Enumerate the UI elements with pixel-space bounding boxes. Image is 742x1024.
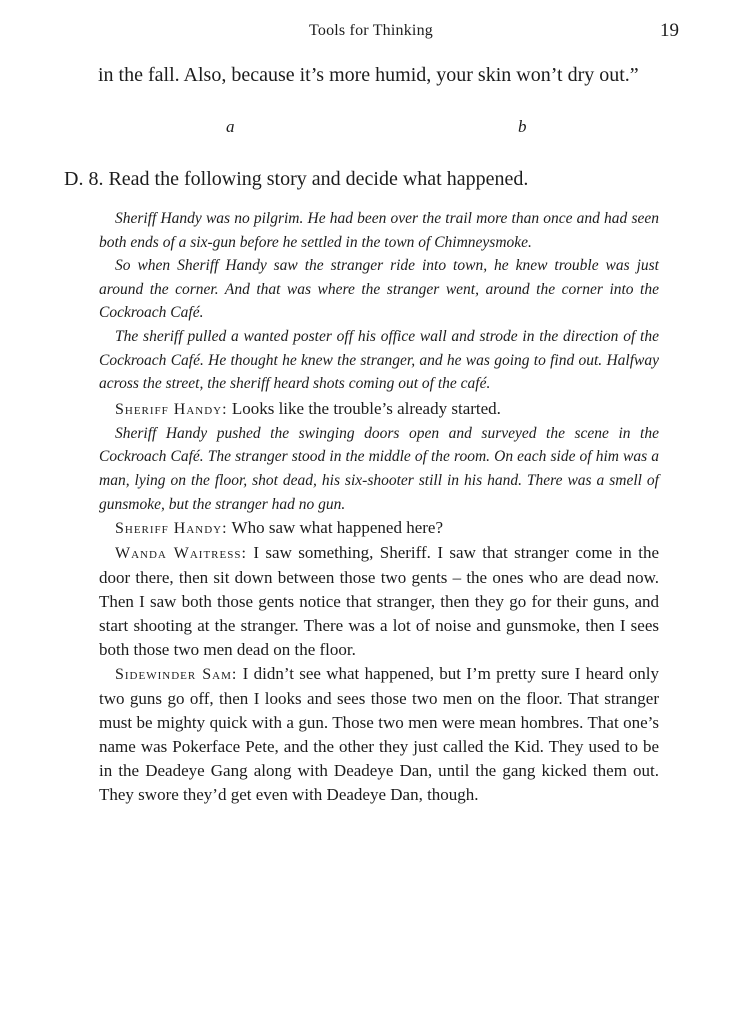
speaker-name: Sheriff Handy: xyxy=(115,400,228,418)
narrative-paragraph-2: So when Sheriff Handy saw the stranger ride into town, he knew trouble was just around the corner. And that was where the stranger went, around the corner into the Cockroach Café. xyxy=(99,257,659,322)
choice-label-b: b xyxy=(518,117,527,136)
story-block xyxy=(99,207,659,807)
speaker-name: Wanda Waitress: xyxy=(115,545,247,563)
dialogue-text: I didn’t see what happened, but I’m pretty sure I heard only two guns go off, then I looks and sees those two men on the floor. That stranger must be mighty quick with a gun. Those two men were mean hombres. That one’s name was Pokerface Pete, and the other they just called the Kid. They used to be in the Deadeye Gang along with Deadeye Dan, until the gang kicked them out. They swore they’d get even with Deadeye Dan, though. xyxy=(99,664,659,805)
speaker-name: Sheriff Handy: xyxy=(115,520,228,538)
dialogue-text: I saw something, Sheriff. I saw that stranger come in the door there, then sit down between those two gents – the ones who are dead now. Then I saw both those gents notice that stranger, then they go for their guns, and start shooting at the stranger. There was a lot of noise and gunsmoke, then I sees both those two men dead on the floor. xyxy=(99,543,659,660)
speaker-name: Sidewinder Sam: xyxy=(115,666,238,684)
choice-label-a: a xyxy=(226,117,235,136)
question-label: D. 8. xyxy=(64,168,104,190)
dialogue-line-3 xyxy=(99,541,659,662)
dialogue-line-2 xyxy=(99,516,659,541)
continued-text: in the fall. Also, because it’s more humid, your skin won’t dry out.” xyxy=(98,64,639,86)
dialogue-line-4 xyxy=(99,662,659,807)
narrative-paragraph-4: Sheriff Handy pushed the swinging doors open and surveyed the scene in the Cockroach Café. The stranger stood in the middle of the room. On each side of him was a man, lying on the floor, shot dead, his six-shooter still in his hand. There was a smell of gunsmoke, but the stranger had no gun. xyxy=(99,424,659,513)
narrative-paragraph-1: Sheriff Handy was no pilgrim. He had been over the trail more than once and had seen both ends of a six-gun before he settled in the town of Chimneysmoke. xyxy=(99,210,659,251)
running-head-title: Tools for Thinking xyxy=(309,22,433,39)
dialogue-text: Looks like the trouble’s already started. xyxy=(231,398,501,418)
dialogue-text: Who saw what happened here? xyxy=(231,518,443,538)
question-heading xyxy=(64,168,528,191)
page-number: 19 xyxy=(660,20,679,41)
narrative-paragraph-3: The sheriff pulled a wanted poster off his office wall and strode in the direction of the Cockroach Café. He thought he knew the stranger, and he was going to find out. Halfway across the street, the sheriff heard shots coming out of the café. xyxy=(99,327,659,393)
dialogue-line-1 xyxy=(99,397,659,422)
question-prompt: Read the following story and decide what happened. xyxy=(108,168,529,190)
